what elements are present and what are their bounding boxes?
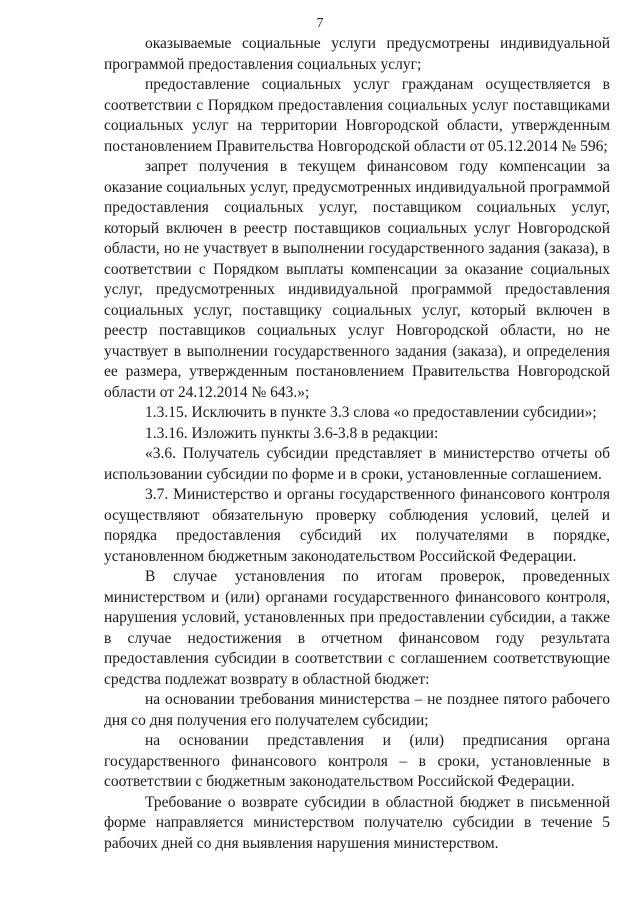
paragraph-compensation-ban: запрет получения в текущем финансовом году компенсации за оказание социальных услуг, предусмотренных индивидуальной программой предоставления социальных услуг, поставщиком социальных услуг, который включен в реестр поставщиков социальных услуг Новгородской области, но не участвует в выполнении государственного задания (заказа), в соответствии с Порядком выплаты компенсации за оказание социальных услуг, предусмотренных индивидуальной программой предоставления социальных услуг, поставщику социальных услуг, который включен в реестр поставщиков социальных услуг Новгородской области, но не участвует в выполнении государственного задания (заказа), и определения ее размера, утвержденным постановлением Правительства Новгородской области от 24.12.2014 № 643.»;	[104, 158, 610, 401]
paragraph-services-provided: оказываемые социальные услуги предусмотрены индивидуальной программой предоставления социальных услуг;	[104, 35, 610, 73]
paragraph-item-1-3-15: 1.3.15. Исключить в пункте 3.3 слова «о предоставлении субсидии»;	[145, 404, 597, 421]
paragraph-ministry-requirement: на основании требования министерства – не позднее пятого рабочего дня со дня получения его получателем субсидии;	[104, 691, 610, 729]
paragraph-services-procedure: предоставление социальных услуг гражданам осуществляется в соответствии с Порядком предоставления социальных услуг поставщиками социальных услуг на территории Новгородской области, утвержденным постановлением Правительства Новгородской области от 05.12.2014 № 596;	[104, 76, 610, 155]
paragraph-clause-3-6: «3.6. Получатель субсидии представляет в министерство отчеты об использовании субсидии по форме и в сроки, установленные соглашением.	[104, 445, 610, 483]
paragraph-violations-refund: В случае установления по итогам проверок, проведенных министерством и (или) органами государственного финансового контроля, нарушения условий, установленных при предоставлении субсидии, а также в случае недостижения в отчетном финансовом году результата предоставления субсидии в соответствии с соглашением соответствующие средства подлежат возврату в областной бюджет:	[104, 568, 610, 688]
paragraph-clause-3-7: 3.7. Министерство и органы государственного финансового контроля осуществляют обязательную проверку соблюдения условий, целей и порядка предоставления субсидий их получателями в порядке, установленном бюджетным законодательством Российской Федерации.	[104, 486, 610, 565]
paragraph-item-1-3-16: 1.3.16. Изложить пункты 3.6-3.8 в редакции:	[145, 424, 439, 442]
page-number: 7	[316, 16, 324, 31]
paragraph-financial-control: на основании представления и (или) предписания органа государственного финансового контроля – в сроки, установленные в соответствии с бюджетным законодательством Российской Федерации.	[104, 732, 610, 790]
document-body	[104, 34, 610, 854]
paragraph-refund-notice: Требование о возврате субсидии в областной бюджет в письменной форме направляется министерством получателю субсидии в течение 5 рабочих дней со дня выявления нарушения министерством.	[104, 793, 610, 852]
